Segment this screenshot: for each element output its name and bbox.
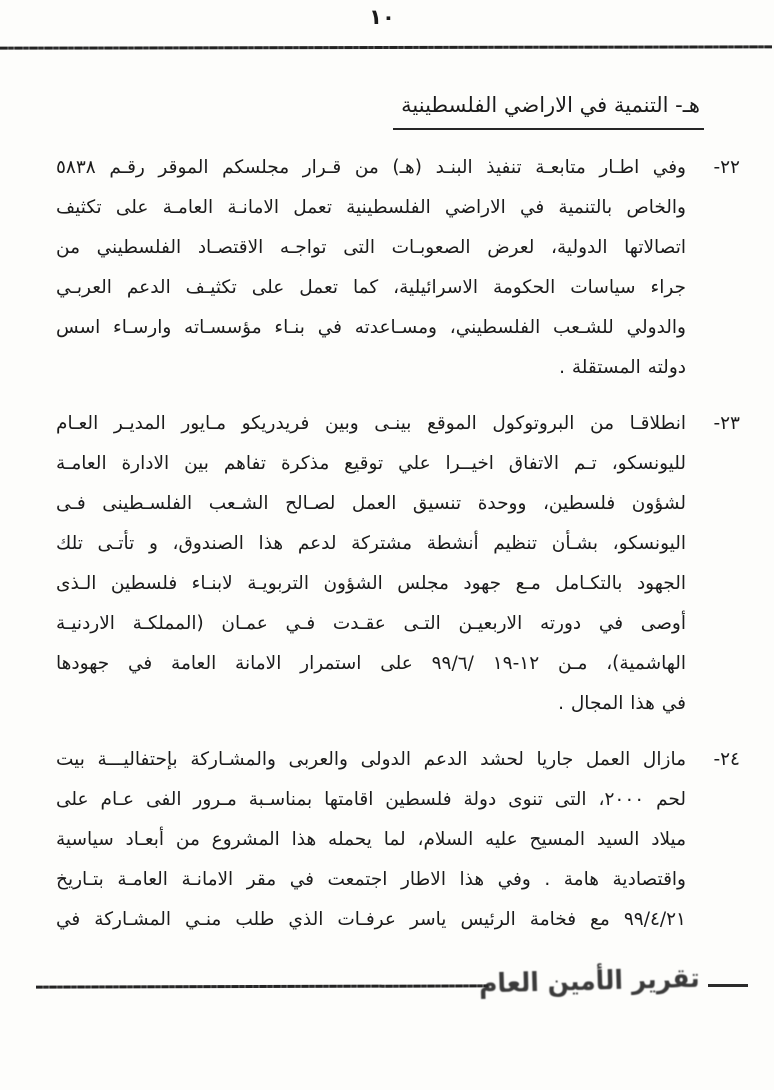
footer-rule-short — [708, 984, 748, 987]
paragraph-line: لحم ٢٠٠٠، التى تنوى دولة فلسطين اقامتها بمناسـبة مـرور الفى عـام على — [56, 789, 686, 810]
paragraph-line: الهاشمية)، مـن ‭٩٩/٦/ ١٩-١٢‬ على استمرار الامانة العامة في جهودها — [56, 653, 686, 674]
paragraph-line: وفي اطـار متابعـة تنفيذ البنـد (هـ) من قـرار مجلسكم الموقر رقـم ٥٨٣٨ — [56, 157, 686, 178]
paragraph-line: اليونسكو، بشـأن تنظيم أنشطة مشتركة لدعم هذا الصندوق، و تأتـى تلك — [56, 533, 686, 554]
section-heading-row — [0, 88, 704, 130]
paragraphs — [0, 148, 774, 940]
paragraph-line: ‭٩٩/٤/٢١‬ مع فخامة الرئيس ياسر عرفـات الذي طلب منـي المشـاركة في — [56, 909, 686, 930]
signature-stamp: تقرير الأمين العام — [479, 962, 701, 999]
paragraph-line: مازال العمل جاريا لحشد الدعم الدولى والعربى والمشـاركة بإحتفاليـــة بيت — [56, 749, 686, 770]
paragraph — [56, 404, 740, 724]
paragraph-number: ٢٤- — [713, 749, 740, 770]
paragraph-line: جراء سياسات الحكومة الاسرائيلية، كما تعمل على تكثيـف الدعم العربـي — [56, 277, 686, 298]
paragraph-line: واقتصادية هامة . وفي هذا الاطار اجتمعت في مقر الامانـة العامـة بتـاريخ — [56, 869, 686, 890]
section-heading: هـ- التنمية في الاراضي الفلسطينية — [393, 88, 704, 130]
paragraph-line: دولته المستقلة . — [559, 357, 686, 378]
paragraph-line: ميلاد السيد المسيح عليه السلام، لما يحمله هذا المشروع من أبعـاد سياسية — [56, 829, 686, 850]
paragraph-line: لليونسكو، تـم الاتفاق اخيــرا علي توقيع مذكرة تفاهم بين الادارة العامـة — [56, 453, 686, 474]
paragraph-line: انطلاقـا من البروتوكول الموقع بينـى وبين فريدريكو مـايور المديـر العـام — [56, 413, 686, 434]
footer-rule — [36, 984, 488, 988]
paragraph-line: لشؤون فلسطين، ووحدة تنسيق العمل لصـالح الشـعب الفلسـطينى فـى — [56, 493, 686, 514]
paragraph-line: في هذا المجال . — [558, 693, 686, 714]
paragraph-line: والدولي للشـعب الفلسطيني، ومسـاعدته في بنـاء مؤسسـاته وارسـاء اسس — [56, 317, 686, 338]
paragraph-line: أوصى في دورته الاربعيـن التـى عقـدت فـي عمـان (المملكـة الاردنيـة — [56, 613, 686, 634]
paragraph-number: ٢٣- — [713, 413, 740, 434]
paragraph-line: اتصالاتها الدولية، لعرض الصعوبـات التى تواجـه الاقتصـاد الفلسطيني من — [56, 237, 686, 258]
paragraph-line: الجهود بالتكـامل مـع جهود مجلس الشؤون التربويـة لابنـاء فلسطين الـذى — [56, 573, 686, 594]
paragraph — [56, 148, 740, 388]
paragraph — [56, 740, 740, 940]
page-number: ١٠ — [369, 5, 395, 29]
paragraph-line: والخاص بالتنمية في الاراضي الفلسطينية تعمل الامانـة العامـة على تكثيف — [56, 197, 686, 218]
paragraph-number: ٢٢- — [713, 157, 740, 178]
